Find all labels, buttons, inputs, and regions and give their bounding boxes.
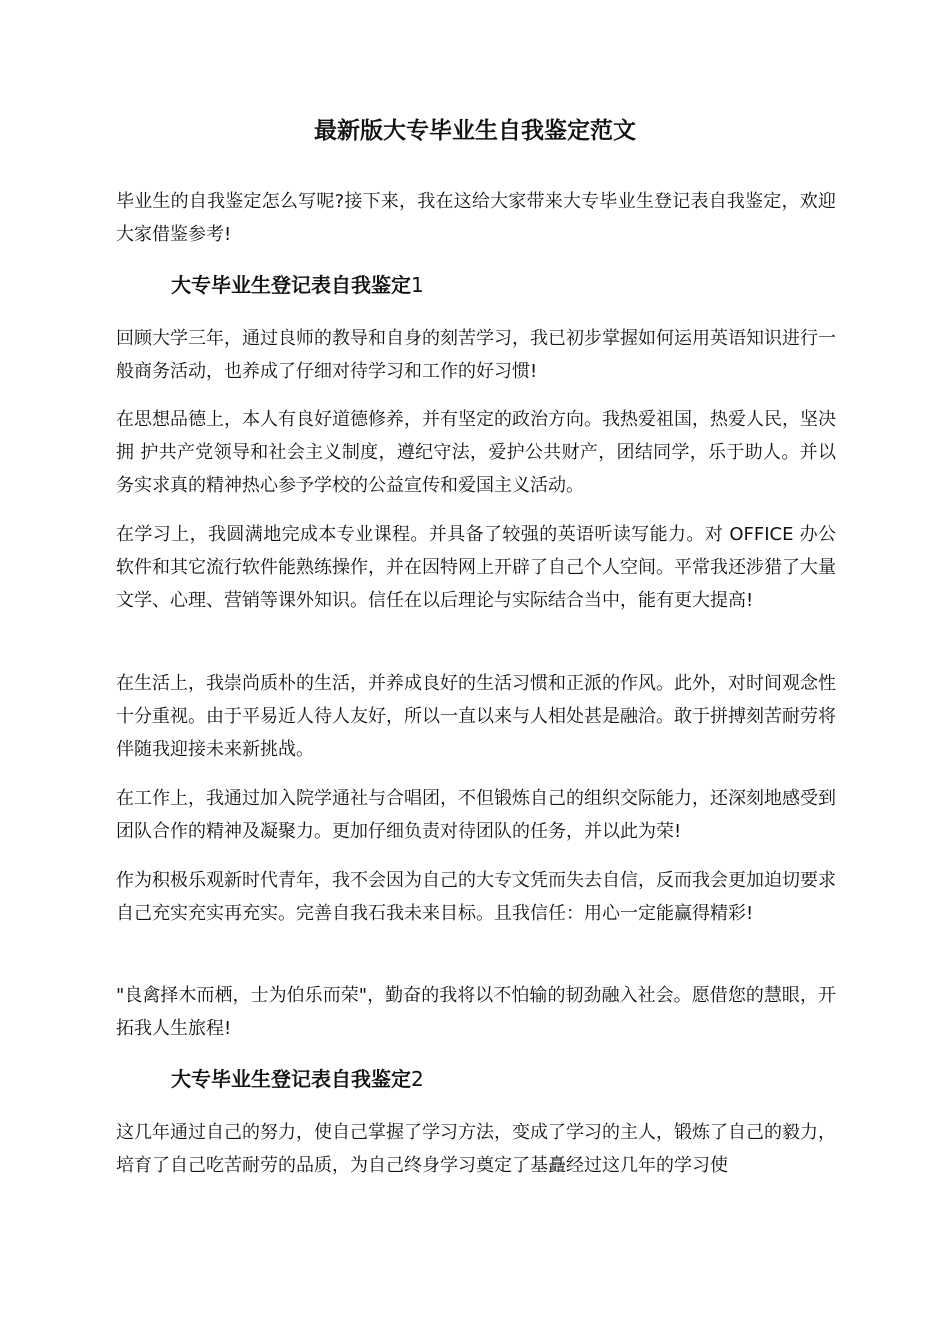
body-paragraph: 在工作上，我通过加入院学通社与合唱团，不但锻炼自己的组织交际能力，还深刻地感受到团队合作的精神及凝聚力。更加仔细负责对待团队的任务，并以此为荣! <box>116 788 836 842</box>
body-paragraph: 在生活上，我崇尚质朴的生活，并养成良好的生活习惯和正派的作风。此外，对时间观念性十分重视。由于平易近人待人友好，所以一直以来与人相处甚是融洽。敢于拼搏刻苦耐劳将伴随我迎接未来新挑战。 <box>116 673 836 760</box>
document-title: 最新版大专毕业生自我鉴定范文 <box>314 118 636 144</box>
section-heading-text: 大专毕业生登记表自我鉴定 <box>171 273 411 297</box>
section-heading-number: 2 <box>411 1067 424 1091</box>
body-paragraph: 这几年通过自己的努力，使自己掌握了学习方法，变成了学习的主人，锻炼了自己的毅力，培育了自己吃苦耐劳的品质，为自己终身学习奠定了基矗经过这几年的学习使 <box>116 1122 836 1176</box>
body-paragraph: 在思想品德上，本人有良好道德修养，并有坚定的政治方向。我热爱祖国，热爱人民，坚决拥 护共产党领导和社会主义制度，遵纪守法，爱护公共财产，团结同学，乐于助人。并以务实求真的精神热心参予学校的公益宣传和爱国主义活动。 <box>116 409 836 496</box>
section-heading-number: 1 <box>411 273 424 297</box>
body-paragraph: 回顾大学三年，通过良师的教导和自身的刻苦学习，我已初步掌握如何运用英语知识进行一般商务活动，也养成了仔细对待学习和工作的好习惯! <box>116 328 836 382</box>
section-heading-2 <box>171 1063 424 1095</box>
intro-paragraph: 毕业生的自我鉴定怎么写呢?接下来，我在这给大家带来大专毕业生登记表自我鉴定，欢迎大家借鉴参考! <box>116 191 836 245</box>
section-heading-text: 大专毕业生登记表自我鉴定 <box>171 1067 411 1091</box>
body-paragraph: "良禽择木而栖，士为伯乐而荣"，勤奋的我将以不怕输的韧劲融入社会。愿借您的慧眼，开拓我人生旅程! <box>116 985 836 1039</box>
section-heading-1 <box>171 269 424 301</box>
body-paragraph: 在学习上，我圆满地完成本专业课程。并具备了较强的英语听读写能力。对 OFFICE 办公软件和其它流行软件能熟练操作，并在因特网上开辟了自己个人空间。平常我还涉猎了大量文学、心理、营销等课外知识。信任在以后理论与实际结合当中，能有更大提高! <box>116 524 836 611</box>
body-paragraph: 作为积极乐观新时代青年，我不会因为自己的大专文凭而失去自信，反而我会更加迫切要求自己充实充实再充实。完善自我石我未来目标。且我信任：用心一定能赢得精彩! <box>116 870 836 924</box>
